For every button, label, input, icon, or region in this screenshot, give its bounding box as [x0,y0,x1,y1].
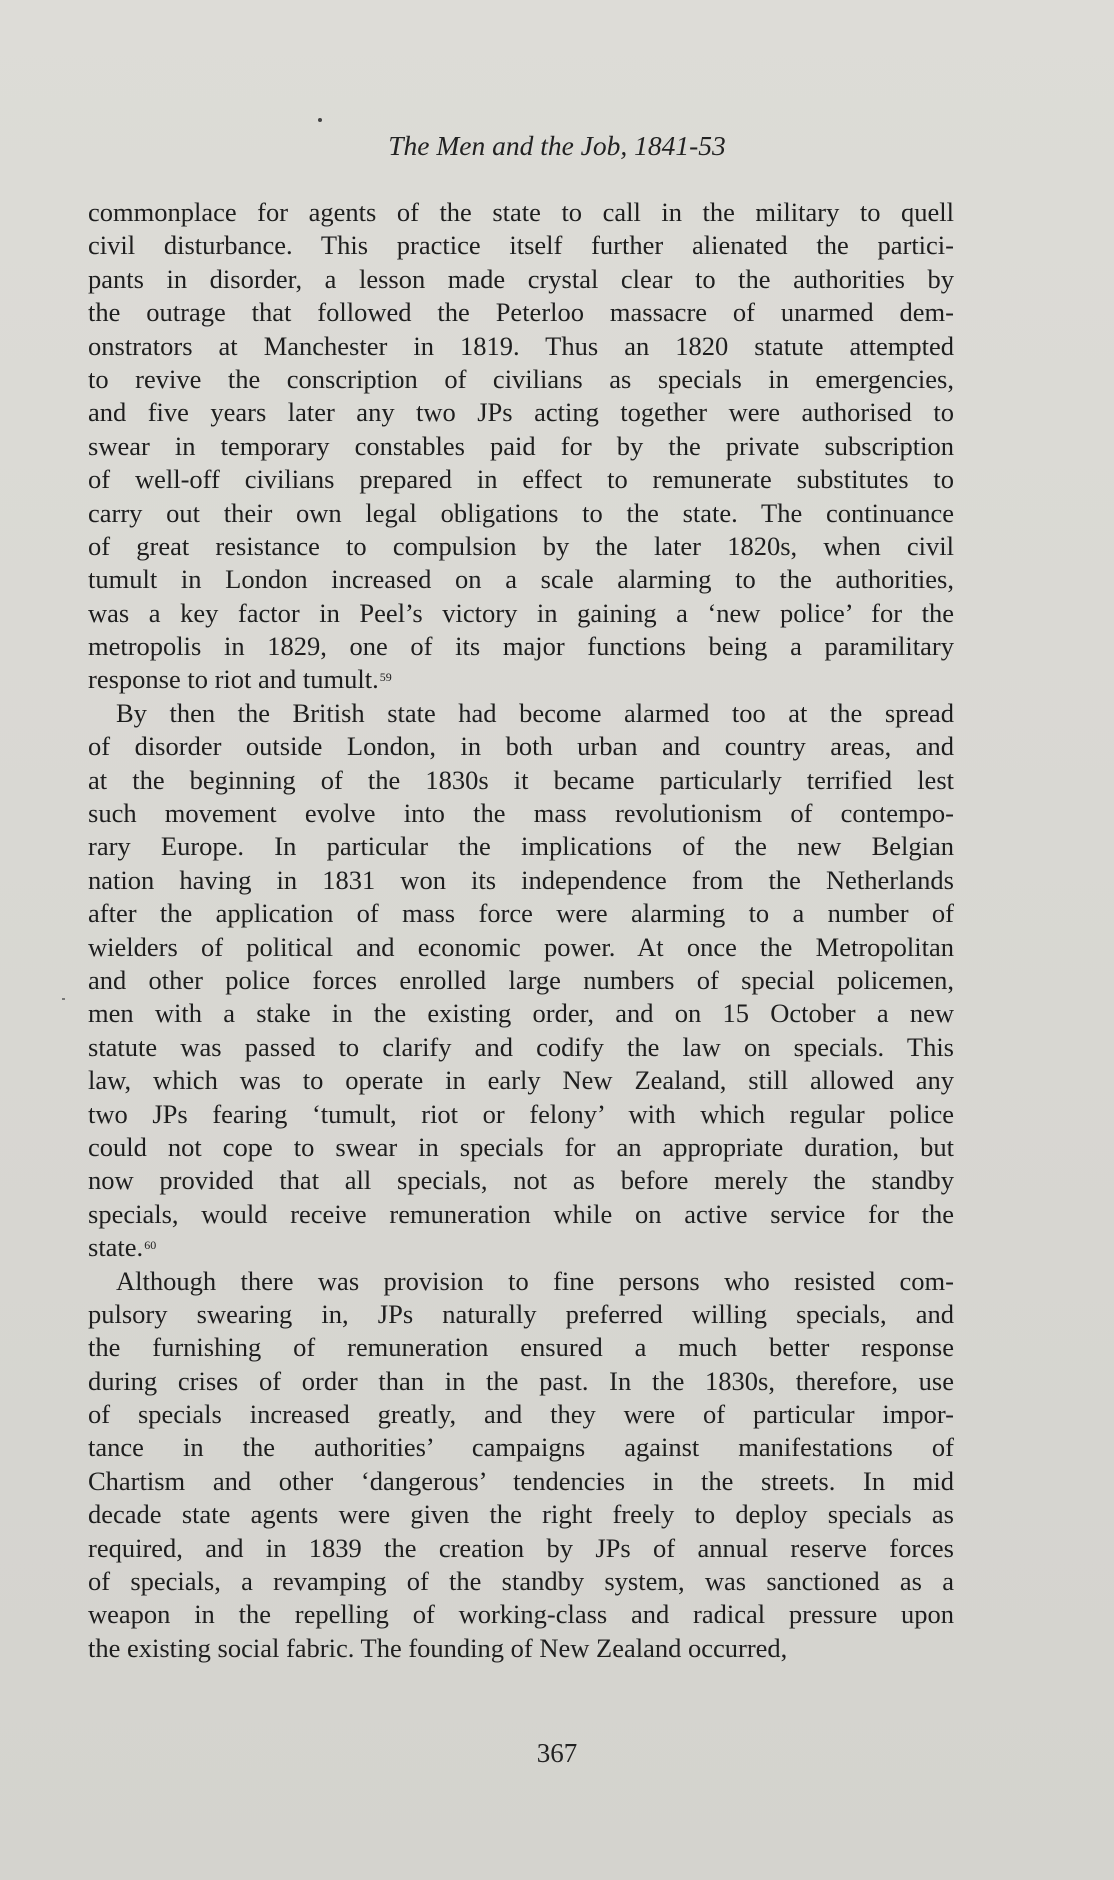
text-line [88,497,954,530]
text-line [88,697,954,730]
line-text: men with a stake in the existing order, and on 15 October a new [88,998,954,1029]
text-line [88,1598,954,1631]
line-text: at the beginning of the 1830s it became particularly terrified lest [88,764,954,795]
line-text: rary Europe. In particular the implications of the new Belgian [88,831,954,862]
text-line [88,430,954,463]
text-line [88,1031,954,1064]
line-text: and other police forces enrolled large numbers of special policemen, [88,964,954,995]
text-line [88,1231,954,1264]
line-text: Although there was provision to fine persons who resisted com- [116,1265,954,1296]
text-line [88,563,954,596]
line-text: response to riot and tumult. [88,664,379,695]
body-text [88,196,954,1665]
text-line [88,730,954,763]
text-line [88,530,954,563]
text-line [88,196,954,229]
text-line [88,864,954,897]
line-text: could not cope to swear in specials for an appropriate duration, but [88,1131,954,1162]
line-text: swear in temporary constables paid for by the private subscription [88,430,954,461]
line-text: the existing social fabric. The founding of New Zealand occurred, [88,1632,788,1663]
text-line [88,1465,954,1498]
text-line [88,1565,954,1598]
paragraph [88,697,954,1265]
paragraph [88,1265,954,1666]
line-text: specials, would receive remuneration while on active service for the [88,1198,954,1229]
text-line [88,1398,954,1431]
text-line [88,1331,954,1364]
text-line [88,964,954,997]
line-text: statute was passed to clarify and codify the law on specials. This [88,1031,954,1062]
line-text: now provided that all specials, not as before merely the standby [88,1165,954,1196]
line-text: onstrators at Manchester in 1819. Thus an 1820 statute attempted [88,330,954,361]
ink-dot [318,118,322,122]
line-text: of great resistance to compulsion by the later 1820s, when civil [88,530,954,561]
line-text: nation having in 1831 won its independence from the Netherlands [88,864,954,895]
text-line [88,330,954,363]
text-line [88,396,954,429]
line-text: the furnishing of remuneration ensured a much better response [88,1332,954,1363]
text-line [88,630,954,663]
text-line [88,1098,954,1131]
line-text: during crises of order than in the past. In the 1830s, therefore, use [88,1365,954,1396]
footnote-marker[interactable]: 59 [379,670,392,685]
line-text: commonplace for agents of the state to call in the military to quell [88,197,954,227]
text-line [88,1498,954,1531]
page-number: 367 [536,1738,578,1768]
line-text: was a key factor in Peel’s victory in gaining a ‘new police’ for the [88,597,954,628]
text-line [88,263,954,296]
line-text: decade state agents were given the right freely to deploy specials as [88,1499,954,1530]
line-text: of specials, a revamping of the standby system, was sanctioned as a [88,1566,954,1597]
line-text: tance in the authorities’ campaigns against manifestations of [88,1432,954,1463]
text-line [88,296,954,329]
running-head: The Men and the Job, 1841-53 [388,130,726,161]
line-text: such movement evolve into the mass revolutionism of contempo- [88,798,954,829]
text-line [88,931,954,964]
line-text: to revive the conscription of civilians as specials in emergencies, [88,363,954,394]
line-text: pants in disorder, a lesson made crystal clear to the authorities by [88,263,954,294]
text-line [88,1431,954,1464]
text-line [88,1064,954,1097]
line-text: tumult in London increased on a scale alarming to the authorities, [88,564,954,595]
text-line [88,1365,954,1398]
text-line [88,597,954,630]
text-line [88,1298,954,1331]
text-line [88,663,954,696]
text-line [88,1632,954,1665]
text-line [88,463,954,496]
text-line [88,1198,954,1231]
line-text: By then the British state had become alarmed too at the spread [116,697,954,728]
line-text: required, and in 1839 the creation by JPs of annual reserve forces [88,1532,954,1563]
line-text: wielders of political and economic power. At once the Metropolitan [88,931,954,962]
line-text: law, which was to operate in early New Zealand, still allowed any [88,1065,954,1096]
text-line [88,1532,954,1565]
text-line [88,830,954,863]
line-text: metropolis in 1829, one of its major functions being a paramilitary [88,631,954,662]
line-text: and five years later any two JPs acting together were authorised to [88,397,954,428]
line-text: after the application of mass force were alarming to a number of [88,898,954,929]
line-text: civil disturbance. This practice itself further alienated the partici- [88,230,954,261]
line-text: of specials increased greatly, and they were of particular impor- [88,1399,954,1430]
text-line [88,229,954,262]
line-text: of well-off civilians prepared in effect to remunerate substitutes to [88,464,954,495]
text-line [88,1164,954,1197]
line-text: Chartism and other ‘dangerous’ tendencies in the streets. In mid [88,1465,954,1496]
line-text: state. [88,1232,144,1263]
line-text: carry out their own legal obligations to the state. The continuance [88,497,954,528]
margin-mark [62,998,65,1000]
line-text: the outrage that followed the Peterloo massacre of unarmed dem- [88,297,954,328]
line-text: weapon in the repelling of working-class and radical pressure upon [88,1599,954,1630]
text-line [88,363,954,396]
text-line [88,897,954,930]
line-text: pulsory swearing in, JPs naturally preferred willing specials, and [88,1298,954,1329]
text-line [88,764,954,797]
line-text: of disorder outside London, in both urban and country areas, and [88,731,954,762]
text-line [88,1131,954,1164]
line-text: two JPs fearing ‘tumult, riot or felony’ with which regular police [88,1098,954,1129]
text-line [88,997,954,1030]
paragraph [88,196,954,697]
text-line [88,797,954,830]
footnote-marker[interactable]: 60 [144,1238,157,1253]
text-line [88,1265,954,1298]
